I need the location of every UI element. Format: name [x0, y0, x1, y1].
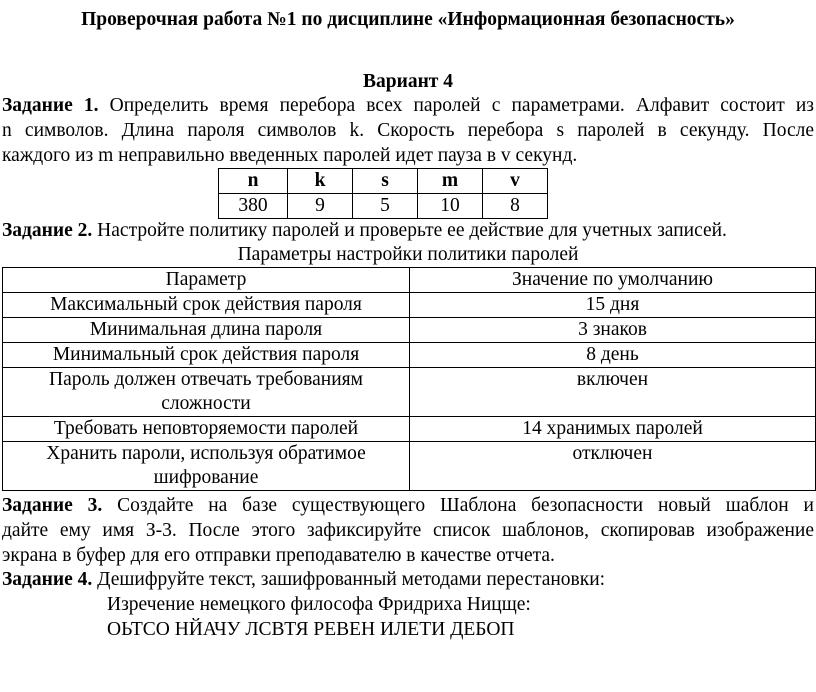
- policy-param: Максимальный срок действия пароля: [3, 293, 410, 318]
- params-header-s: s: [353, 169, 418, 194]
- policy-param: Хранить пароли, используя обратимое шифрование: [3, 442, 410, 491]
- params-header-m: m: [418, 169, 483, 194]
- task1-label: Задание 1.: [2, 95, 99, 116]
- policy-table-caption: Параметры настройки политики паролей: [237, 244, 579, 265]
- table-row: [3, 318, 816, 343]
- table-row: [3, 368, 816, 417]
- task3-label: Задание 3.: [2, 495, 103, 516]
- params-value-k: 9: [288, 194, 353, 219]
- task4-text: Дешифруйте текст, зашифрованный методами перестановки:: [97, 569, 606, 590]
- table-row: [3, 442, 816, 491]
- task1-line2: n символов. Длина пароля символов k. Скорость перебора s паролей в секунду. После: [2, 120, 814, 141]
- policy-param: Минимальный срок действия пароля: [3, 343, 410, 368]
- policy-param: Пароль должен отвечать требованиям сложности: [3, 368, 410, 417]
- task3-line2: дайте ему имя З-3. После этого зафиксируйте список шаблонов, скопировав изображение: [2, 520, 814, 541]
- table-row: [3, 343, 816, 368]
- params-header-k: k: [288, 169, 353, 194]
- policy-value: включен: [410, 368, 816, 417]
- params-header-v: v: [483, 169, 548, 194]
- task2-text: Настройте политику паролей и проверьте ее действие для учетных записей.: [97, 220, 727, 241]
- task2-label: Задание 2.: [2, 220, 93, 241]
- task4-line: [2, 568, 816, 592]
- task3-line1: [2, 494, 814, 518]
- task1-line3: каждого из m неправильно введенных паролей идет пауза в v секунд.: [2, 145, 578, 166]
- params-value-s: 5: [353, 194, 418, 219]
- params-header-n: n: [219, 169, 288, 194]
- task1-text-1: Определить время перебора всех паролей с параметрами. Алфавит состоит из: [109, 95, 814, 116]
- policy-value: 3 знаков: [410, 318, 816, 343]
- task4-label: Задание 4.: [2, 569, 93, 590]
- document-title: Проверочная работа №1 по дисциплине «Информационная безопасность»: [81, 9, 735, 30]
- policy-table: [2, 267, 816, 491]
- policy-param: Минимальная длина пароля: [3, 318, 410, 343]
- policy-header-param: Параметр: [3, 268, 410, 293]
- policy-header-value: Значение по умолчанию: [410, 268, 816, 293]
- params-table: [218, 168, 548, 219]
- quote-intro: Изречение немецкого философа Фридриха Ницще:: [107, 594, 531, 615]
- policy-value: 14 хранимых паролей: [410, 417, 816, 442]
- params-value-v: 8: [483, 194, 548, 219]
- task1-line1: [2, 94, 814, 118]
- table-row: [3, 417, 816, 442]
- policy-value: 15 дня: [410, 293, 816, 318]
- table-row: [3, 293, 816, 318]
- params-value-m: 10: [418, 194, 483, 219]
- params-value-row: [219, 194, 548, 219]
- cipher-text: ОЬТСО НЙАЧУ ЛСВТЯ РЕВЕН ИЛЕТИ ДЕБОП: [107, 619, 515, 640]
- task3-text-1: Создайте на базе существующего Шаблона безопасности новый шаблон и: [117, 495, 814, 516]
- task2-line: [2, 219, 816, 243]
- params-value-n: 380: [219, 194, 288, 219]
- policy-header-row: [3, 268, 816, 293]
- params-header-row: [219, 169, 548, 194]
- policy-value: 8 день: [410, 343, 816, 368]
- variant-heading: Вариант 4: [362, 71, 454, 92]
- task3-line3: экрана в буфер для его отправки преподавателю в качестве отчета.: [2, 545, 555, 566]
- policy-param: Требовать неповторяемости паролей: [3, 417, 410, 442]
- policy-value: отключен: [410, 442, 816, 491]
